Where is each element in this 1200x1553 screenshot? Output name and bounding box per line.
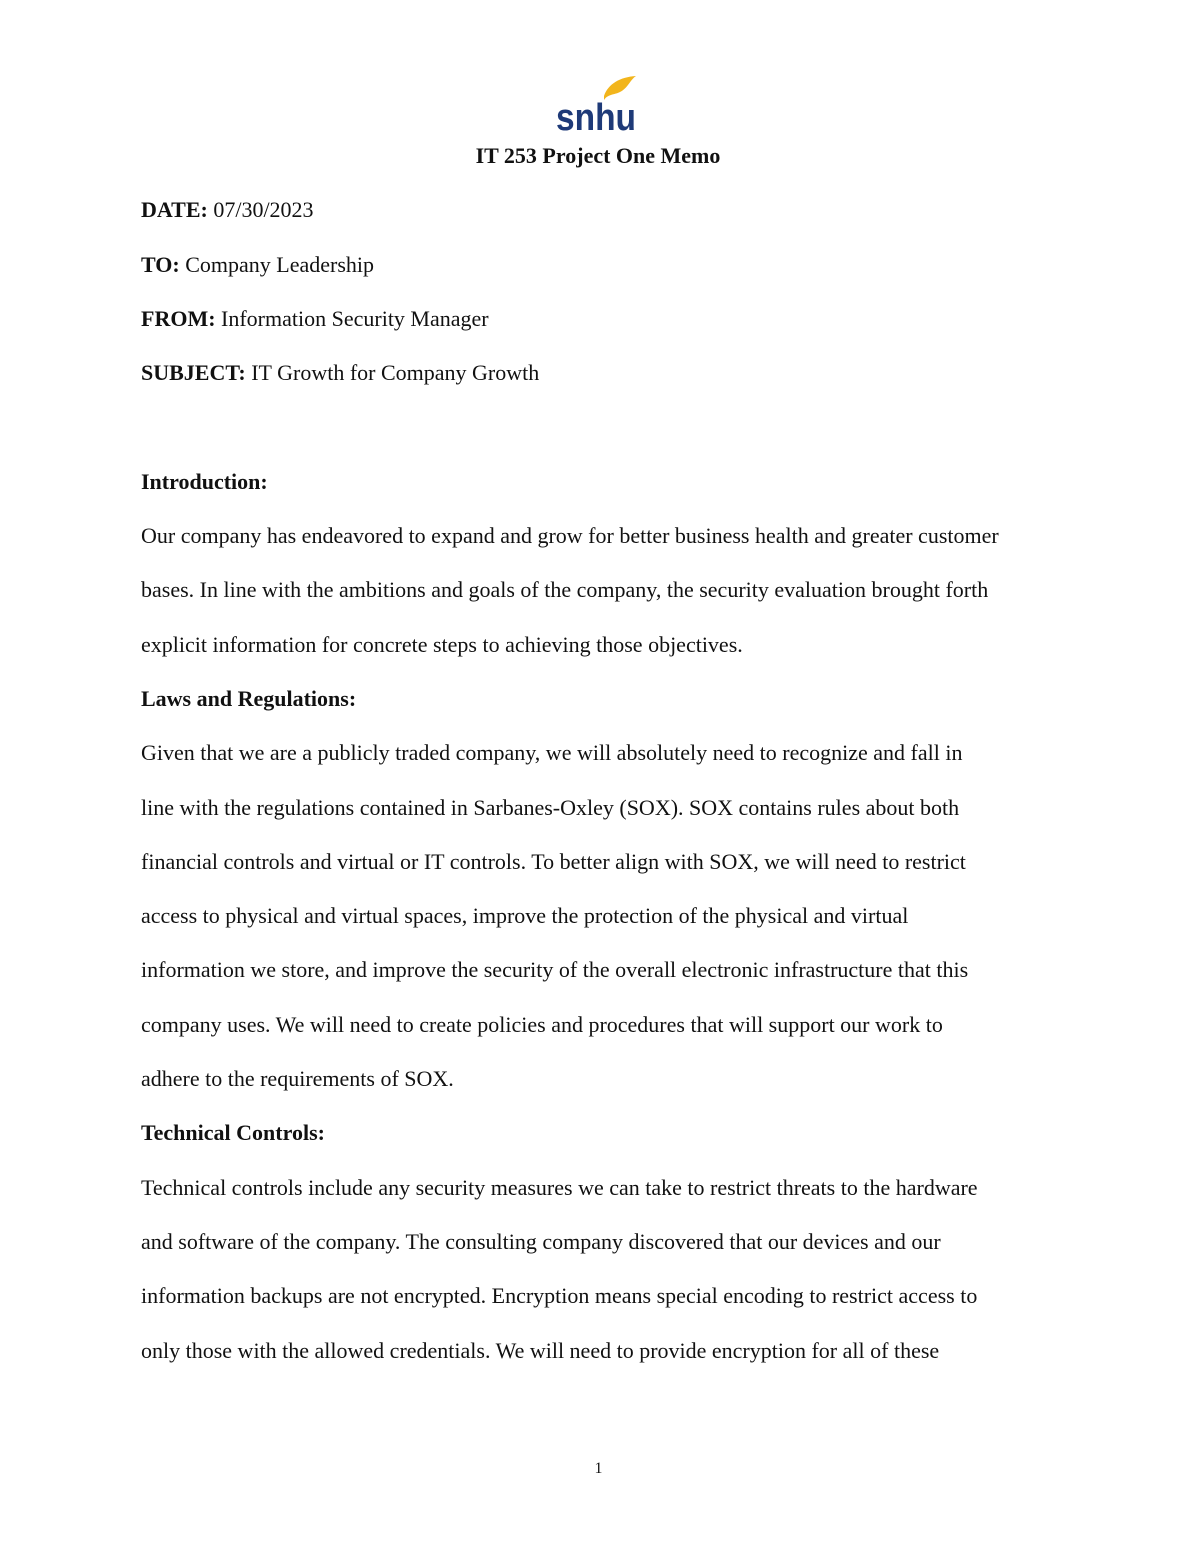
subject-line: [141, 346, 1101, 400]
snhu-logo: [556, 74, 638, 132]
memo-body: [141, 129, 1101, 1378]
paragraph-line: information we store, and improve the security of the overall electronic infrastructure that this: [141, 957, 969, 983]
to-line: [141, 238, 1101, 292]
from-label: FROM:: [141, 305, 216, 331]
paragraph-line: Technical controls include any security measures we can take to restrict threats to the hardware: [141, 1174, 978, 1200]
to-value: Company Leadership: [185, 251, 375, 277]
section-heading: Laws and Regulations:: [141, 685, 357, 711]
page-number: 1: [594, 1460, 603, 1477]
paragraph-line: Our company has endeavored to expand and grow for better business health and greater customer: [141, 523, 999, 549]
section-heading: Introduction:: [141, 468, 268, 494]
paragraph-line: access to physical and virtual spaces, improve the protection of the physical and virtual: [141, 903, 909, 929]
paragraph-line: explicit information for concrete steps to achieving those objectives.: [141, 631, 743, 657]
paragraph-line: financial controls and virtual or IT controls. To better align with SOX, we will need to restrict: [141, 848, 966, 874]
date-line: [141, 183, 1101, 237]
paragraph-line: line with the regulations contained in Sarbanes-Oxley (SOX). SOX contains rules about both: [141, 794, 960, 820]
sections: [141, 455, 1101, 1378]
section-heading: Technical Controls:: [141, 1120, 325, 1146]
paragraph-line: bases. In line with the ambitions and goals of the company, the security evaluation brought forth: [141, 577, 989, 603]
to-label: TO:: [141, 251, 180, 277]
svg-text:snhu: snhu: [556, 97, 636, 132]
paragraph-line: only those with the allowed credentials. We will need to provide encryption for all of these: [141, 1337, 940, 1363]
subject-label: SUBJECT:: [141, 360, 246, 386]
date-value: 07/30/2023: [213, 197, 314, 223]
paragraph-line: company uses. We will need to create policies and procedures that will support our work to: [141, 1011, 943, 1037]
paragraph-line: adhere to the requirements of SOX.: [141, 1066, 454, 1092]
date-label: DATE:: [141, 197, 208, 223]
paragraph-line: and software of the company. The consulting company discovered that our devices and our: [141, 1228, 941, 1254]
from-value: Information Security Manager: [221, 305, 489, 331]
memo-title: IT 253 Project One Memo: [475, 143, 721, 168]
blank-line: [141, 400, 1101, 454]
paragraph-line: Given that we are a publicly traded company, we will absolutely need to recognize and fall in: [141, 740, 963, 766]
from-line: [141, 292, 1101, 346]
paragraph-line: information backups are not encrypted. Encryption means special encoding to restrict access to: [141, 1283, 978, 1309]
subject-value: IT Growth for Company Growth: [251, 360, 540, 386]
